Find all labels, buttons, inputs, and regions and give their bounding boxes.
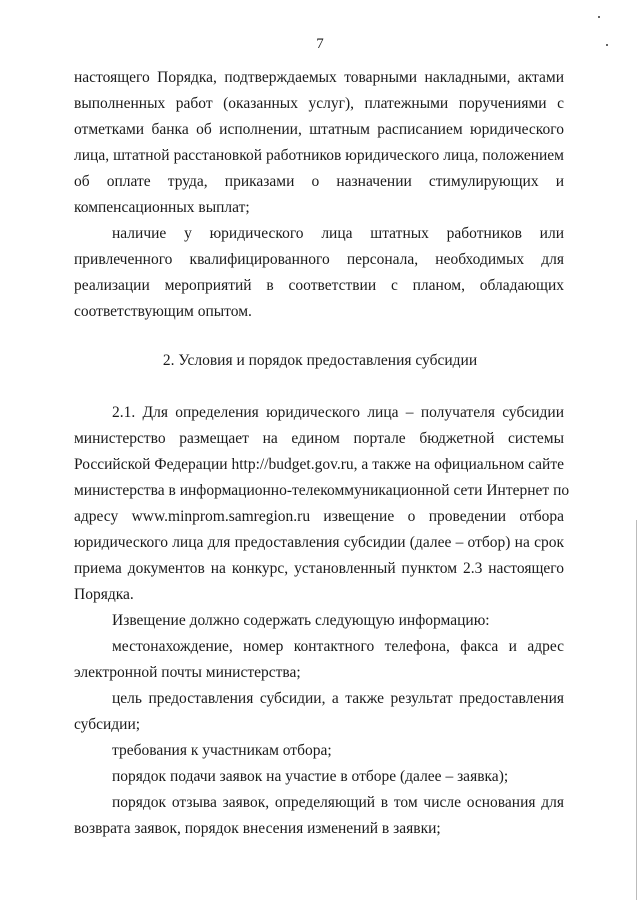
text-line: Порядка. xyxy=(74,586,134,603)
text-line: министерства в информационно-телекоммуникационной сети Интернет по xyxy=(74,482,570,499)
text-line: министерство размещает на едином портале бюджетной системы xyxy=(74,430,564,447)
text-line: цель предоставления субсидии, а также результат предоставления xyxy=(112,690,564,707)
text-line: требования к участникам отбора; xyxy=(112,742,332,759)
text-line: приема документов на конкурс, установленный пунктом 2.3 настоящего xyxy=(74,560,564,577)
text-line: субсидии; xyxy=(74,716,141,733)
text-line: привлеченного квалифицированного персонала, необходимых для xyxy=(74,251,564,268)
text-line: наличие у юридического лица штатных работников или xyxy=(112,225,564,242)
text-line: местонахождение, номер контактного телефона, факса и адрес xyxy=(112,638,564,655)
page-number: 7 xyxy=(316,36,324,52)
text-line: порядок подачи заявок на участие в отборе (далее – заявка); xyxy=(112,768,509,785)
text-line: 2.1. Для определения юридического лица – получателя субсидии xyxy=(112,404,564,421)
text-line: электронной почты министерства; xyxy=(74,664,301,681)
text-line: Российской Федерации http://budget.gov.ru, а также на официальном сайте xyxy=(74,456,564,473)
text-line: Извещение должно содержать следующую информацию: xyxy=(112,612,490,629)
text-line: порядок отзыва заявок, определяющий в том числе основания для xyxy=(112,794,564,811)
text-line: об оплате труда, приказами о назначении стимулирующих и xyxy=(74,173,564,190)
text-line: соответствующим опытом. xyxy=(74,303,252,320)
text-line: возврата заявок, порядок внесения изменений в заявки; xyxy=(74,820,441,837)
scan-edge-line xyxy=(636,520,637,900)
text-line: юридического лица для предоставления субсидии (далее – отбор) на срок xyxy=(74,534,564,551)
text-line: реализации мероприятий в соответствии с планом, обладающих xyxy=(74,277,564,294)
text-line: компенсационных выплат; xyxy=(74,199,250,216)
text-line: настоящего Порядка, подтверждаемых товарными накладными, актами xyxy=(74,69,564,86)
text-line: адресу www.minprom.samregion.ru извещение о проведении отбора xyxy=(74,508,564,525)
text-line: отметками банка об исполнении, штатным расписанием юридического xyxy=(74,121,564,138)
text-line: лица, штатной расстановкой работников юридического лица, положением xyxy=(74,147,564,164)
section-heading: 2. Условия и порядок предоставления субсидии xyxy=(162,352,478,369)
text-line: выполненных работ (оказанных услуг), платежными поручениями с xyxy=(74,95,564,112)
